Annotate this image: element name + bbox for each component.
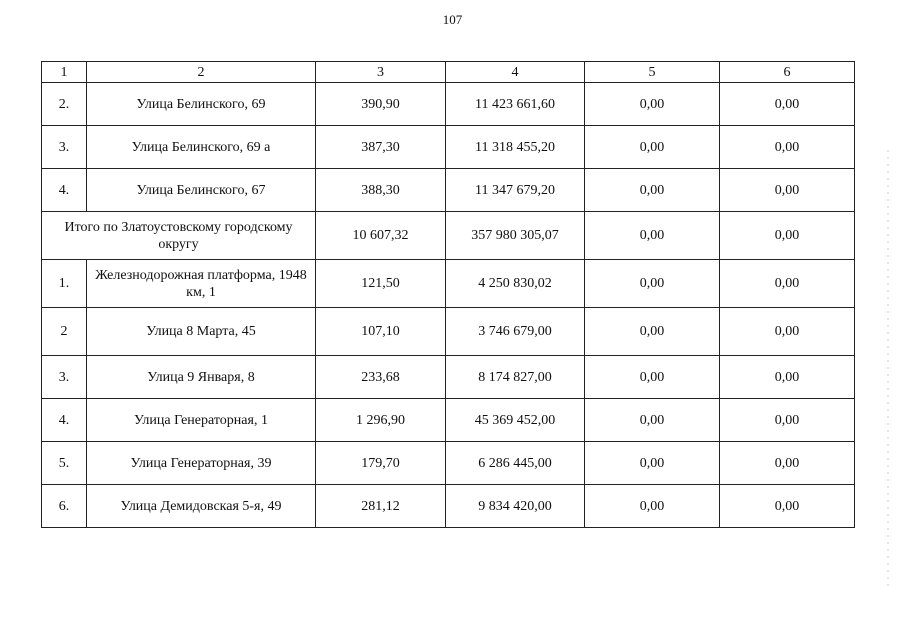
value-cell: 0,00: [585, 260, 720, 308]
value-cell: 0,00: [720, 169, 855, 212]
value-cell: 107,10: [316, 308, 446, 356]
row-number: 2.: [42, 83, 87, 126]
value-cell: 388,30: [316, 169, 446, 212]
value-cell: 0,00: [585, 399, 720, 442]
value-cell: 281,12: [316, 485, 446, 528]
value-cell: 45 369 452,00: [446, 399, 585, 442]
header-cell: 3: [316, 62, 446, 83]
row-number: 3.: [42, 356, 87, 399]
header-cell: 2: [87, 62, 316, 83]
value-cell: 3 746 679,00: [446, 308, 585, 356]
address-cell: Улица 9 Января, 8: [87, 356, 316, 399]
data-table: [41, 61, 855, 528]
total-row: [42, 212, 855, 260]
table-row: [42, 169, 855, 212]
total-value: 0,00: [720, 212, 855, 260]
value-cell: 233,68: [316, 356, 446, 399]
row-number: 6.: [42, 485, 87, 528]
address-cell: Улица Белинского, 69: [87, 83, 316, 126]
table-row: [42, 260, 855, 308]
header-cell: 4: [446, 62, 585, 83]
page-number: 107: [442, 12, 463, 27]
value-cell: 0,00: [720, 399, 855, 442]
address-cell: Железнодорожная платформа, 1948 км, 1: [87, 260, 316, 308]
table-row: [42, 442, 855, 485]
value-cell: 0,00: [720, 356, 855, 399]
value-cell: 0,00: [720, 83, 855, 126]
total-value: 357 980 305,07: [446, 212, 585, 260]
row-number: 1.: [42, 260, 87, 308]
value-cell: 0,00: [585, 308, 720, 356]
address-cell: Улица Белинского, 67: [87, 169, 316, 212]
table-row: [42, 485, 855, 528]
address-cell: Улица Генераторная, 39: [87, 442, 316, 485]
value-cell: 0,00: [585, 169, 720, 212]
value-cell: 0,00: [585, 126, 720, 169]
address-cell: Улица Генераторная, 1: [87, 399, 316, 442]
table-row: [42, 399, 855, 442]
header-cell: 6: [720, 62, 855, 83]
value-cell: 1 296,90: [316, 399, 446, 442]
table-row: [42, 83, 855, 126]
row-number: 3.: [42, 126, 87, 169]
value-cell: 0,00: [720, 308, 855, 356]
value-cell: 0,00: [585, 83, 720, 126]
address-cell: Улица Демидовская 5-я, 49: [87, 485, 316, 528]
value-cell: 390,90: [316, 83, 446, 126]
value-cell: 0,00: [720, 485, 855, 528]
table-row: [42, 126, 855, 169]
total-value: 0,00: [585, 212, 720, 260]
value-cell: 179,70: [316, 442, 446, 485]
value-cell: 0,00: [720, 126, 855, 169]
scan-artifact: [887, 150, 889, 590]
value-cell: 0,00: [720, 260, 855, 308]
total-label: Итого по Златоустовскому городскому округу: [42, 212, 316, 260]
table-header-row: [42, 62, 855, 83]
value-cell: 11 347 679,20: [446, 169, 585, 212]
value-cell: 8 174 827,00: [446, 356, 585, 399]
address-cell: Улица Белинского, 69 а: [87, 126, 316, 169]
value-cell: 11 318 455,20: [446, 126, 585, 169]
header-cell: 1: [42, 62, 87, 83]
value-cell: 0,00: [585, 356, 720, 399]
value-cell: 387,30: [316, 126, 446, 169]
row-number: 5.: [42, 442, 87, 485]
row-number: 4.: [42, 399, 87, 442]
total-value: 10 607,32: [316, 212, 446, 260]
value-cell: 6 286 445,00: [446, 442, 585, 485]
value-cell: 121,50: [316, 260, 446, 308]
value-cell: 9 834 420,00: [446, 485, 585, 528]
value-cell: 11 423 661,60: [446, 83, 585, 126]
table-row: [42, 308, 855, 356]
value-cell: 4 250 830,02: [446, 260, 585, 308]
row-number: 2: [42, 308, 87, 356]
row-number: 4.: [42, 169, 87, 212]
value-cell: 0,00: [585, 485, 720, 528]
value-cell: 0,00: [720, 442, 855, 485]
table-row: [42, 356, 855, 399]
value-cell: 0,00: [585, 442, 720, 485]
header-cell: 5: [585, 62, 720, 83]
address-cell: Улица 8 Марта, 45: [87, 308, 316, 356]
